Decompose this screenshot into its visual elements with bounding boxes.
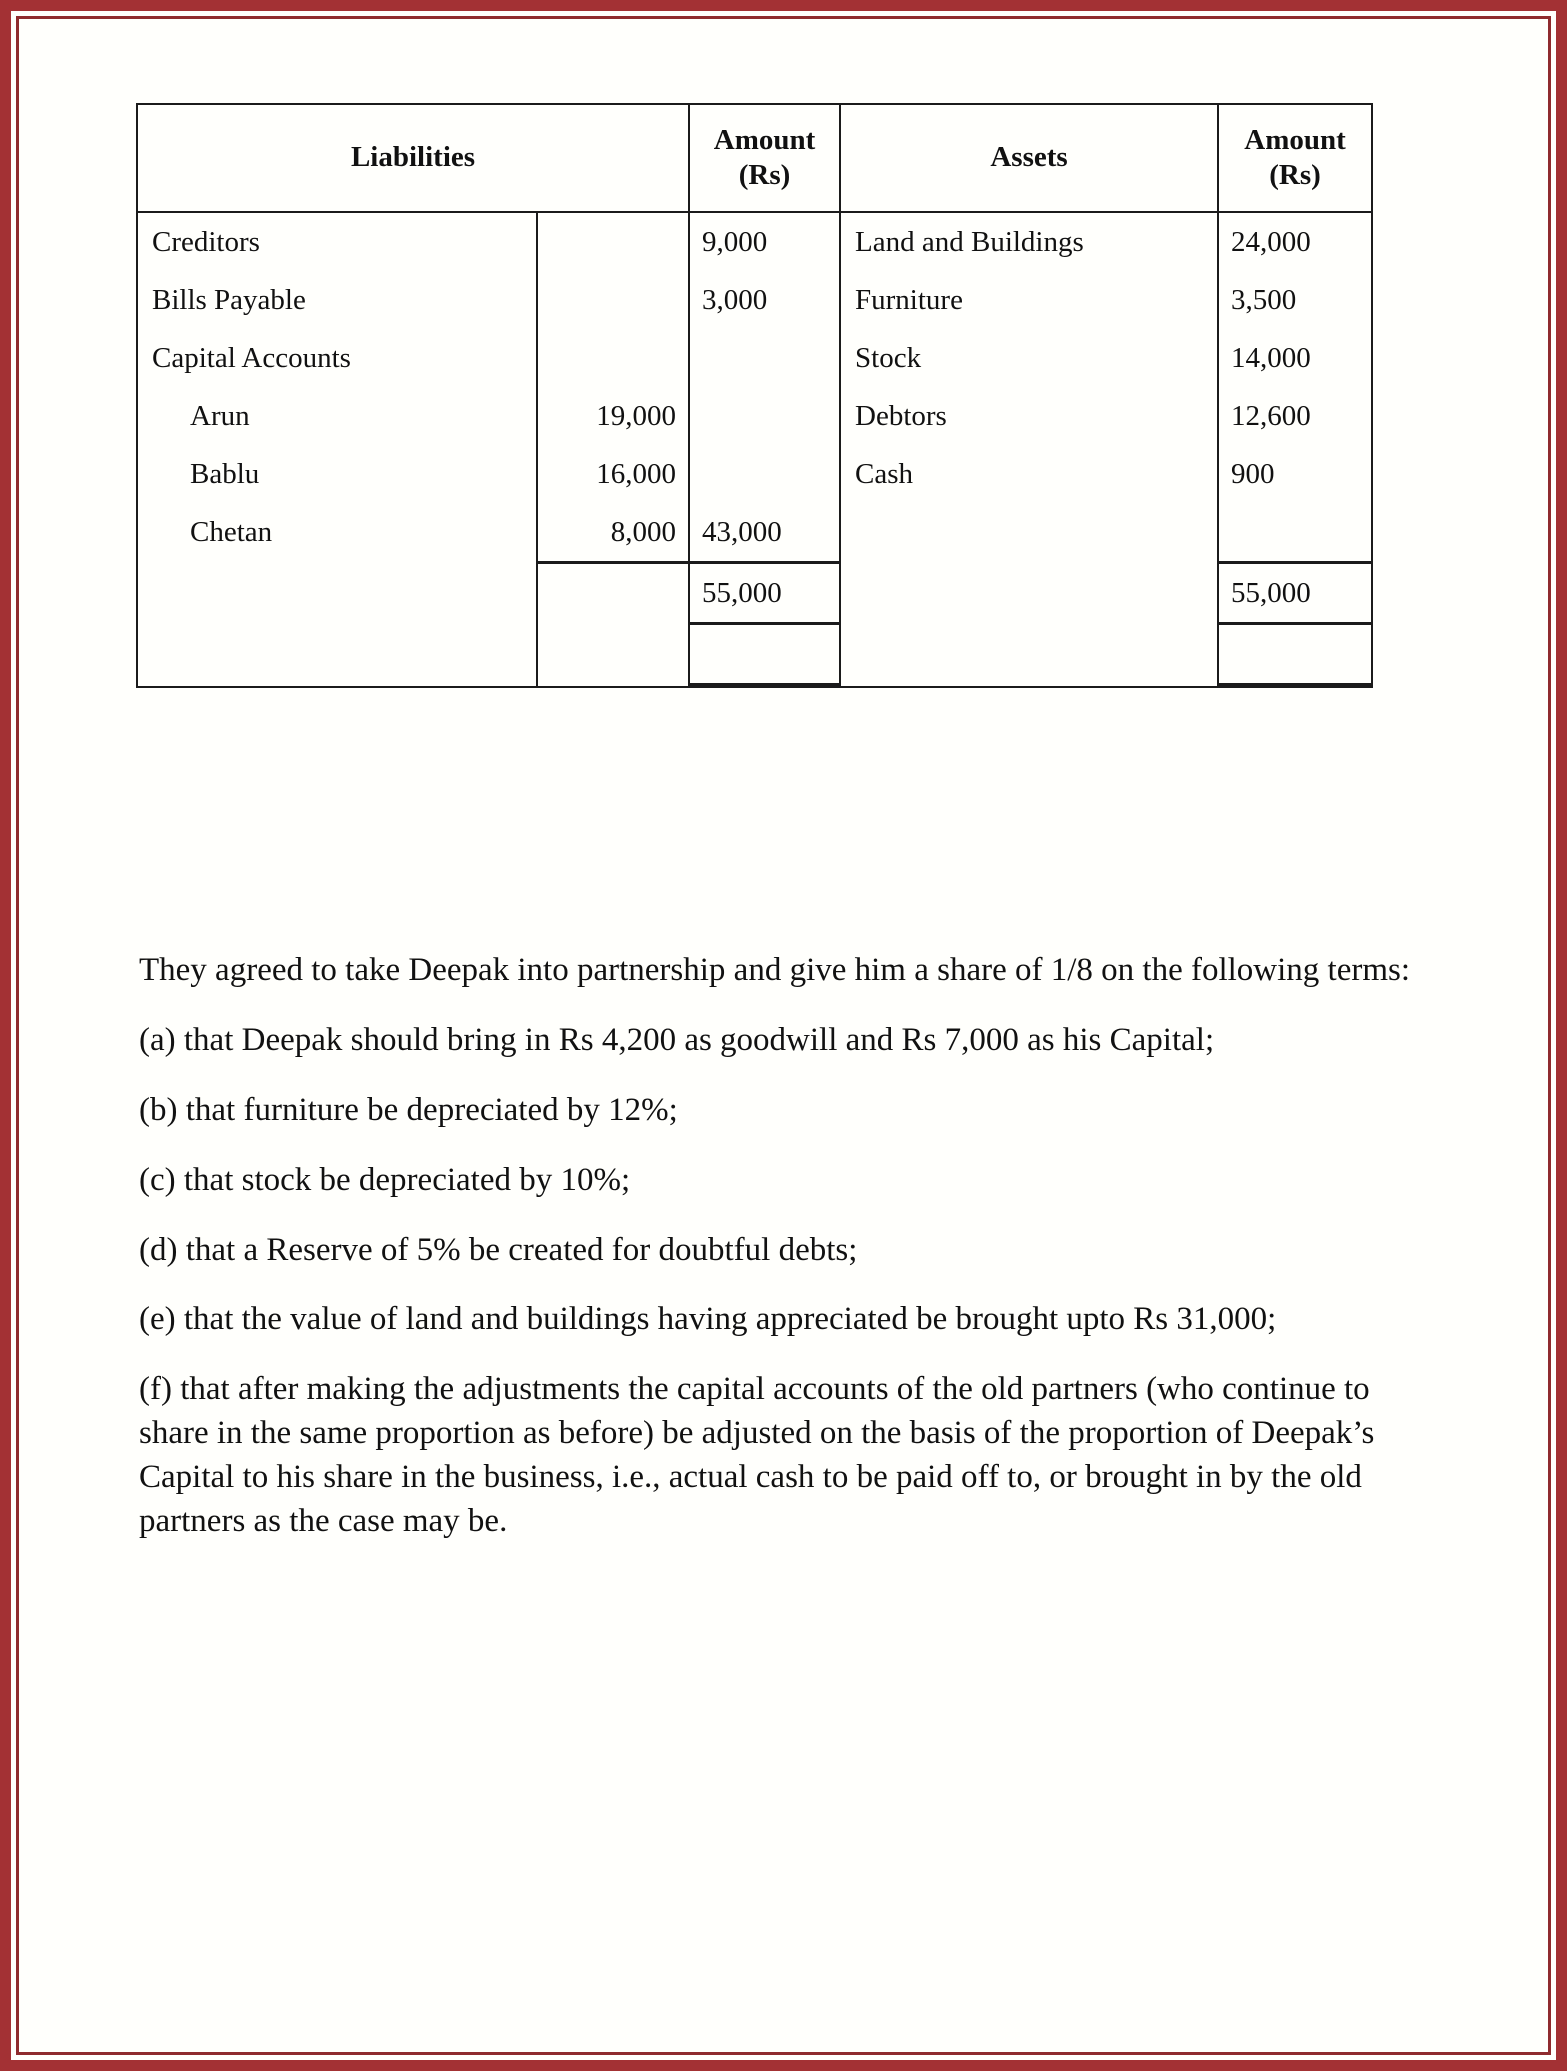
- spacer: [841, 561, 1217, 619]
- amount-value: 900: [1231, 458, 1275, 490]
- spacer: [841, 619, 1217, 677]
- list-item: Debtors: [855, 400, 947, 432]
- spacer: [138, 561, 536, 619]
- term-d: (d) that a Reserve of 5% be created for doubtful debts;: [139, 1231, 858, 1268]
- subtotal-rule: [538, 561, 688, 622]
- liabilities-total: 55,000: [690, 561, 839, 622]
- liabilities-amount-column: [689, 212, 840, 687]
- amount-value: 9,000: [702, 226, 768, 258]
- sub-amount: 19,000: [596, 400, 677, 432]
- intro-paragraph: They agreed to take Deepak into partnership and give him a share of 1/8 on the following terms:: [139, 952, 1411, 988]
- assets-amount-column: [1218, 212, 1372, 687]
- list-item: Chetan: [190, 516, 273, 548]
- spacer: [1219, 503, 1371, 561]
- sub-amount: 16,000: [596, 458, 677, 490]
- header-amount-liabilities: [689, 104, 840, 212]
- amount-value: 14,000: [1231, 342, 1311, 374]
- list-item: Bablu: [190, 458, 260, 490]
- list-item: Bills Payable: [152, 284, 306, 316]
- header-liabilities-label: Liabilities: [350, 141, 476, 174]
- header-amount-left-line1: Amount: [713, 123, 816, 156]
- spacer: [538, 213, 688, 271]
- header-amount-assets: [1218, 104, 1372, 212]
- term-a: (a) that Deepak should bring in Rs 4,200 as goodwill and Rs 7,000 as his Capital;: [139, 1021, 1215, 1058]
- assets-amount-stack: [1219, 213, 1371, 686]
- sub-amount: 8,000: [610, 516, 677, 548]
- term-b: (b) that furniture be depreciated by 12%;: [139, 1091, 678, 1128]
- balance-sheet-table: [136, 103, 1373, 688]
- spacer: [690, 387, 839, 445]
- page-content: [19, 19, 1548, 2052]
- terms-section: [139, 949, 1439, 1544]
- balance-sheet-table-wrapper: [136, 103, 1371, 688]
- list-item: Arun: [190, 400, 250, 432]
- amount-value: 3,500: [1231, 284, 1297, 316]
- spacer: [538, 622, 688, 680]
- list-item: Cash: [855, 458, 914, 490]
- table-header-row: [137, 104, 1372, 212]
- header-assets-label: Assets: [990, 141, 1068, 174]
- term-e: (e) that the value of land and buildings having appreciated be brought upto Rs 31,000;: [139, 1301, 1277, 1338]
- amount-value: 12,600: [1231, 400, 1311, 432]
- amount-value: 43,000: [702, 516, 782, 548]
- assets-label-stack: [841, 213, 1217, 677]
- list-item: Capital Accounts: [152, 342, 351, 374]
- grand-total-double-rule: [690, 622, 839, 686]
- spacer: [690, 445, 839, 503]
- list-item: Furniture: [855, 284, 963, 316]
- liabilities-subamount-stack: [538, 213, 688, 680]
- term-f: (f) that after making the adjustments the capital accounts of the old partners (who continue to share in the same proportion as before) be adjusted on the basis of the proportion of Deepak’s Capital to his share in the business, i.e., actual cash to be paid off to, or brought in by the old partners as the case may be.: [139, 1371, 1375, 1539]
- table-body-row: [137, 212, 1372, 687]
- header-amount-left-line2: (Rs): [738, 159, 791, 191]
- assets-total: 55,000: [1219, 561, 1371, 622]
- list-item: Land and Buildings: [855, 226, 1084, 258]
- page-border-gap: [11, 11, 1556, 2060]
- spacer: [538, 329, 688, 387]
- spacer: [538, 271, 688, 329]
- liabilities-subamount-column: [537, 212, 689, 687]
- header-assets: [840, 104, 1218, 212]
- page-inner-rule: [16, 16, 1551, 2055]
- liabilities-label-column: [137, 212, 537, 687]
- spacer: [841, 503, 1217, 561]
- header-amount-right-line2: (Rs): [1269, 159, 1321, 191]
- liabilities-amount-stack: [690, 213, 839, 686]
- spacer: [690, 329, 839, 387]
- spacer: [138, 619, 536, 677]
- assets-label-column: [840, 212, 1218, 687]
- header-liabilities: [137, 104, 689, 212]
- liabilities-label-stack: [138, 213, 536, 677]
- amount-value: 24,000: [1231, 226, 1311, 258]
- term-c: (c) that stock be depreciated by 10%;: [139, 1161, 631, 1198]
- grand-total-double-rule: [1219, 622, 1371, 686]
- list-item: Stock: [855, 342, 922, 374]
- amount-value: 3,000: [702, 284, 768, 316]
- header-amount-right-line1: Amount: [1244, 123, 1346, 156]
- list-item: Creditors: [152, 226, 260, 258]
